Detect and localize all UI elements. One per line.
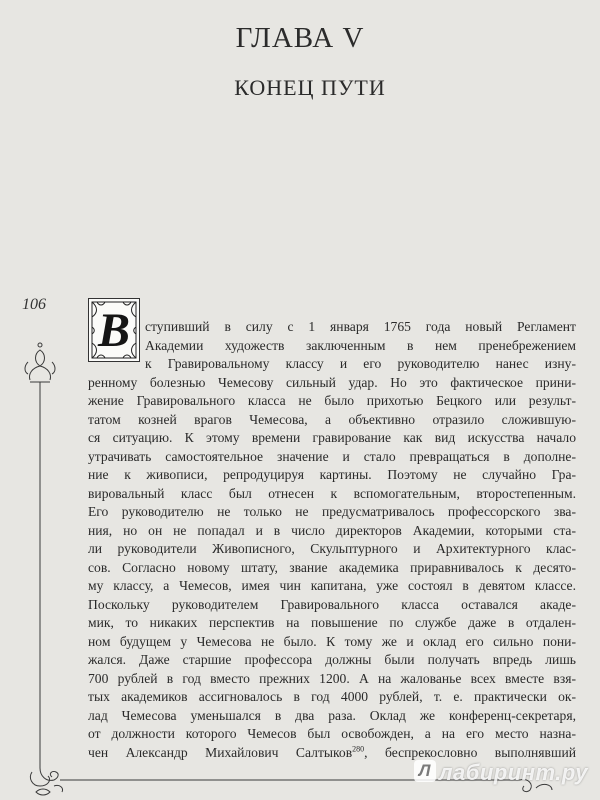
text-fragment: чен Александр Михайлович Салтыков	[88, 744, 353, 760]
text-line: утрачивать самостоятельное значение и стало превращаться в дополне-	[88, 448, 576, 464]
footnote-reference[interactable]: 280	[352, 743, 365, 753]
text-line: сов. Согласно новому штату, звание академика приравнивалось к десято-	[88, 559, 576, 575]
chapter-title: КОНЕЦ ПУТИ	[234, 75, 386, 100]
body-text	[88, 318, 576, 762]
chapter-heading: ГЛАВА V	[235, 22, 365, 54]
text-line: ния, но он не попадал и в число директоров Академии, которыми ста-	[88, 522, 576, 538]
text-line: ся ситуацию. К этому времени гравирование как вид искусства начало	[88, 430, 576, 445]
text-line: ном будущем у Чемесова не было. К тому же и оклад его сильно пони-	[88, 633, 576, 649]
text-line: жение Гравировального класса не было прихотью Бецкого или результ-	[88, 393, 576, 408]
text-line: жался. Даже старшие профессора должны были получать впредь лишь	[88, 652, 576, 667]
text-line: Его руководителю не только не предусматривалось профессорского зва-	[88, 504, 576, 519]
site-watermark	[414, 760, 588, 786]
text-line: 700 рублей в год вместо прежних 1200. А на жалованье всех вместе взя-	[88, 670, 576, 686]
text-line: мик, то никаких перспектив на повышение по службе даже в отдален-	[88, 615, 576, 630]
text-line: лад Чемесова уменьшался в два раза. Оклад же конференц-секретаря,	[88, 707, 576, 723]
text-line: к Гравировальному классу и его руководителю нанес изну-	[145, 356, 576, 371]
watermark-text: лабиринт.ру	[438, 760, 588, 785]
text-line: ступивший в силу с 1 января 1765 года новый Регламент	[145, 319, 576, 334]
text-line: му классу, а Чемесов, имея чин капитана, уже состоял в девятом классе.	[88, 578, 576, 593]
labirint-logo-icon: Л	[414, 760, 436, 782]
drop-cap-letter: В	[97, 304, 130, 357]
text-line: ренному болезнью Чемесову сильный удар. Но это фактическое прини-	[88, 374, 576, 390]
text-line: ли руководители Живописного, Скульптурного и Архитектурного клас-	[88, 541, 576, 556]
text-line: Поскольку руководителем Гравировального класса оставался акаде-	[88, 596, 576, 612]
text-line: ние к живописи, репродуцируя картины. Поэтому не случайно Гра-	[88, 467, 576, 482]
text-line: от должности которого Чемесов был освобожден, а на его место назна-	[88, 726, 576, 741]
text-line: татом козней врагов Чемесова, а объективно отразило сложившую-	[88, 411, 576, 427]
text-line: тых академиков ассигновалось в год 4000 рублей, т. е. практически ок-	[88, 689, 576, 704]
text-line: Академии художеств заключенным в нем пренебрежением	[145, 337, 576, 353]
page-number: 106	[22, 296, 46, 313]
text-fragment: , беспрекословно выполнявший	[364, 744, 576, 760]
text-line: вировальный класс был отнесен к вспомогательным, второстепенным.	[88, 485, 576, 501]
